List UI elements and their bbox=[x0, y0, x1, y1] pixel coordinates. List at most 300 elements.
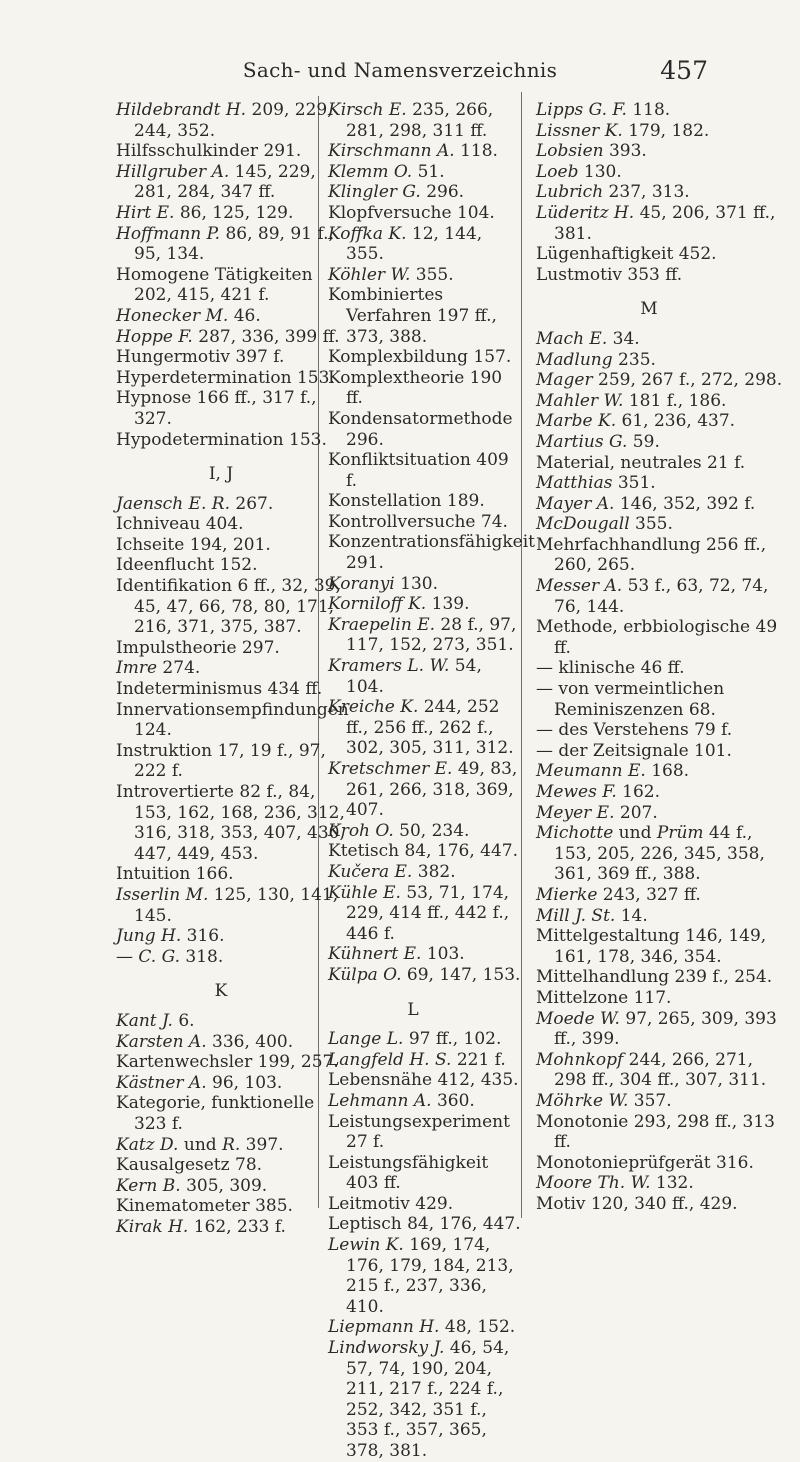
section-letter: L bbox=[407, 999, 419, 1020]
index-entry bbox=[328, 1317, 524, 1338]
entry-text: 145, 229, 281, 284, 347 ff. bbox=[134, 161, 316, 203]
author-name: Kroh O. bbox=[328, 820, 394, 841]
index-entry bbox=[328, 944, 524, 965]
index-entry bbox=[116, 162, 352, 203]
entry-text: Kondensatormethode 296. bbox=[328, 408, 513, 450]
author-name: Meyer E. bbox=[536, 802, 615, 823]
author-name: Lüderitz H. bbox=[536, 202, 635, 223]
author-name: Madlung bbox=[536, 349, 613, 370]
entry-text: 287, 336, 399 ff. bbox=[192, 326, 340, 347]
index-entry bbox=[116, 535, 352, 556]
author-name: Katz D. bbox=[116, 1134, 179, 1155]
entry-text: 132. bbox=[650, 1173, 694, 1194]
author-name: Kant J. bbox=[116, 1010, 173, 1031]
index-entry bbox=[328, 1194, 524, 1215]
index-entry bbox=[536, 162, 788, 183]
index-entry bbox=[536, 100, 788, 121]
author-name: Meumann E. bbox=[536, 761, 646, 782]
entry-text: Komplexbildung 157. bbox=[328, 347, 512, 368]
index-entry bbox=[328, 656, 524, 697]
entry-text: 54, 104. bbox=[346, 656, 482, 697]
entry-text: 61, 236, 437. bbox=[616, 411, 736, 432]
index-entry bbox=[536, 658, 788, 679]
author-name: Koffka K. bbox=[328, 223, 407, 244]
author-name: Mewes F. bbox=[536, 782, 617, 802]
index-column-2 bbox=[328, 100, 535, 1462]
index-entry bbox=[536, 1112, 788, 1153]
entry-text: 125, 130, 141, 145. bbox=[134, 884, 339, 926]
entry-text: Hilfsschulkinder 291. bbox=[116, 141, 302, 162]
author-name: Köhler W. bbox=[328, 264, 411, 285]
entry-text: 243, 327 ff. bbox=[597, 884, 701, 905]
entry-text: 336, 400. bbox=[206, 1031, 294, 1052]
index-entry bbox=[116, 555, 352, 576]
entry-text: 53, 71, 174, 229, 414 ff., 442 f., 446 f. bbox=[346, 882, 510, 944]
index-entry bbox=[536, 988, 788, 1009]
index-entry bbox=[536, 141, 788, 162]
entry-text: Ktetisch 84, 176, 447. bbox=[328, 841, 519, 862]
index-entry bbox=[328, 1070, 524, 1091]
index-entry bbox=[536, 720, 788, 741]
author-name: Matthias bbox=[536, 473, 613, 494]
author-name: Külpa O. bbox=[328, 964, 402, 985]
entry-text: Hungermotiv 397 f. bbox=[116, 347, 285, 368]
author-name: Mayer A. bbox=[536, 493, 615, 514]
author-name: Mohnkopf bbox=[536, 1049, 624, 1070]
index-entry bbox=[536, 885, 788, 906]
index-entry bbox=[536, 906, 788, 927]
author-name: Kühnert E. bbox=[328, 944, 422, 965]
page-header bbox=[0, 58, 800, 98]
index-entry bbox=[536, 432, 788, 453]
entry-text: Klopfversuche 104. bbox=[328, 202, 495, 223]
author-name: Kern B. bbox=[116, 1175, 181, 1196]
entry-text: 162. bbox=[616, 782, 661, 802]
entry-text: 130. bbox=[394, 573, 438, 594]
entry-text: 274. bbox=[157, 658, 201, 679]
index-entry bbox=[536, 244, 788, 265]
entry-text: 355. bbox=[629, 514, 673, 535]
author-name: Loeb bbox=[536, 161, 579, 182]
index-entry bbox=[328, 203, 524, 224]
author-name: Imre bbox=[116, 658, 158, 679]
author-name: Hirt E. bbox=[116, 202, 175, 223]
entry-text: Methode, erbbiologische 49 ff. bbox=[536, 617, 778, 658]
author-name: Jung H. bbox=[116, 926, 182, 947]
index-entry bbox=[536, 782, 788, 803]
index-entry bbox=[536, 617, 788, 658]
index-entry bbox=[328, 965, 524, 986]
entry-text: Hypnose 166 ff., 317 f., 327. bbox=[116, 388, 317, 429]
entry-text: Komplextheorie 190 ff. bbox=[328, 367, 503, 409]
index-entry bbox=[116, 388, 352, 429]
author-name: Kraepelin E. bbox=[328, 614, 436, 635]
entry-text: Konzentrationsfähigkeit 291. bbox=[328, 532, 535, 574]
entry-text: Kartenwechsler 199, 257. bbox=[116, 1052, 339, 1073]
index-entry bbox=[536, 411, 788, 432]
author-name: Hoppe F. bbox=[116, 326, 193, 347]
index-entry bbox=[536, 741, 788, 762]
index-entry bbox=[116, 1011, 352, 1032]
index-entry bbox=[328, 1029, 524, 1050]
entry-text: 316. bbox=[181, 926, 225, 947]
index-entry bbox=[328, 162, 524, 183]
index-entry bbox=[116, 327, 352, 348]
author-name: Isserlin M. bbox=[116, 884, 209, 905]
index-entry bbox=[116, 947, 352, 968]
entry-text: Mehrfachhandlung 256 ff., 260, 265. bbox=[536, 534, 767, 576]
index-entry bbox=[536, 370, 788, 391]
index-entry bbox=[328, 100, 524, 141]
entry-text: Konfliktsituation 409 f. bbox=[328, 450, 509, 491]
index-entry bbox=[328, 285, 524, 347]
entry-text: — von vermeintlichen Reminiszenzen 68. bbox=[536, 679, 725, 720]
author-name: Kirak H. bbox=[116, 1216, 189, 1237]
index-entry bbox=[116, 1217, 352, 1238]
entry-text: 146, 352, 392 f. bbox=[614, 493, 756, 514]
index-entry bbox=[536, 1050, 788, 1091]
index-entry bbox=[328, 141, 524, 162]
author-name: Mach E. bbox=[536, 328, 608, 349]
index-entry bbox=[116, 430, 352, 451]
index-entry bbox=[536, 265, 788, 286]
author-name: Lewin K. bbox=[328, 1235, 404, 1256]
entry-text: 86, 89, 91 f., 95, 134. bbox=[134, 223, 334, 265]
author-name: Kretschmer E. bbox=[328, 759, 453, 779]
author-name: — C. G. bbox=[116, 946, 180, 967]
author-name: Korniloff K. bbox=[328, 594, 427, 615]
entry-text: 49, 83, 261, 266, 318, 369, 407. bbox=[346, 759, 518, 821]
index-entry bbox=[116, 1135, 352, 1156]
entry-text: 48, 152. bbox=[439, 1317, 516, 1338]
entry-text: Motiv 120, 340 ff., 429. bbox=[536, 1193, 738, 1214]
entry-text: Ichniveau 404. bbox=[116, 514, 244, 535]
index-entry bbox=[116, 141, 352, 162]
author-name: McDougall bbox=[536, 514, 630, 535]
index-entry bbox=[116, 679, 352, 700]
author-name: Prüm bbox=[656, 823, 704, 844]
entry-text: 96, 103. bbox=[206, 1072, 283, 1093]
index-entry bbox=[116, 1176, 352, 1197]
index-entry bbox=[116, 638, 352, 659]
entry-text: 259, 267 f., 272, 298. bbox=[592, 370, 783, 391]
entry-text: 44 f., 153, 205, 226, 345, 358, 361, 369 ff., 388. bbox=[554, 823, 765, 885]
index-entry bbox=[328, 532, 535, 574]
author-name: Klemm O. bbox=[328, 161, 413, 182]
author-name: Lange L. bbox=[328, 1029, 404, 1050]
entry-text: 209, 229, 244, 352. bbox=[134, 100, 333, 141]
index-entry bbox=[116, 658, 352, 679]
entry-text: 397. bbox=[240, 1134, 284, 1155]
entry-text: Innervationsempfindungen 124. bbox=[116, 699, 349, 741]
section-letter: K bbox=[214, 981, 228, 1002]
index-entry bbox=[116, 1093, 352, 1134]
entry-text: Impulstheorie 297. bbox=[116, 637, 280, 658]
entry-text: 51. bbox=[412, 161, 445, 182]
entry-text: 86, 125, 129. bbox=[174, 202, 294, 223]
entry-text: 244, 266, 271, 298 ff., 304 ff., 307, 311. bbox=[554, 1049, 767, 1091]
index-entry bbox=[536, 1194, 788, 1215]
index-entry bbox=[116, 203, 352, 224]
index-entry bbox=[116, 494, 352, 515]
entry-text: Identifikation 6 ff., 32, 39, 45, 47, 66, 78, 80, 171, 216, 371, 375, 387. bbox=[116, 576, 341, 638]
entry-text: 244, 252 ff., 256 ff., 262 f., 302, 305, 311, 312. bbox=[346, 697, 514, 759]
entry-text: 179, 182. bbox=[622, 120, 710, 141]
entry-text: 14. bbox=[615, 905, 648, 926]
index-entry bbox=[536, 494, 788, 515]
index-entry bbox=[328, 265, 524, 286]
entry-text: Ichseite 194, 201. bbox=[116, 534, 271, 555]
entry-text: Kausalgesetz 78. bbox=[116, 1155, 263, 1176]
index-entry bbox=[536, 182, 788, 203]
entry-text: 207. bbox=[614, 802, 658, 823]
index-entry bbox=[536, 926, 788, 967]
index-entry bbox=[328, 883, 524, 945]
index-entry bbox=[536, 967, 788, 988]
author-name: R. bbox=[222, 1134, 241, 1155]
entry-text: 162, 233 f. bbox=[188, 1216, 286, 1237]
author-name: Moede W. bbox=[536, 1008, 620, 1029]
entry-text: 46, 54, 57, 74, 190, 204, 211, 217 f., 224 f., 252, 342, 351 f., 353 f., 357, 365, 378, 381. bbox=[346, 1338, 510, 1461]
index-entry bbox=[116, 100, 352, 141]
entry-text: Indeterminismus 434 ff. bbox=[116, 679, 323, 700]
index-entry bbox=[328, 1050, 524, 1071]
entry-text: 46. bbox=[228, 305, 261, 326]
index-entry bbox=[116, 1073, 352, 1094]
author-name: Kühle E. bbox=[328, 882, 401, 903]
entry-text: 12, 144, 355. bbox=[346, 223, 483, 265]
index-entry bbox=[328, 594, 524, 615]
index-entry bbox=[328, 347, 524, 368]
entry-text: Kategorie, funktionelle 323 f. bbox=[116, 1093, 315, 1134]
author-name: Messer A. bbox=[536, 576, 623, 597]
index-entry bbox=[536, 350, 788, 371]
entry-text: Leitmotiv 429. bbox=[328, 1193, 454, 1214]
index-entry bbox=[536, 121, 788, 142]
entry-text: Mittelhandlung 239 f., 254. bbox=[536, 967, 773, 988]
entry-text: 118. bbox=[626, 100, 671, 120]
index-entry bbox=[536, 514, 788, 535]
entry-text: Material, neutrales 21 f. bbox=[536, 452, 746, 473]
index-entry bbox=[328, 841, 524, 862]
index-entry bbox=[536, 453, 788, 474]
entry-text: Lustmotiv 353 ff. bbox=[536, 264, 683, 285]
entry-text: 360. bbox=[431, 1090, 475, 1111]
entry-text: — des Verstehens 79 f. bbox=[536, 720, 733, 741]
entry-text: Homogene Tätigkeiten 202, 415, 421 f. bbox=[116, 264, 313, 306]
entry-text: Ideenflucht 152. bbox=[116, 555, 258, 576]
entry-text: — der Zeitsignale 101. bbox=[536, 740, 732, 761]
author-name: Martius G. bbox=[536, 431, 628, 452]
author-name: Jaensch E. R. bbox=[116, 493, 230, 514]
entry-text: Leptisch 84, 176, 447. bbox=[328, 1214, 521, 1235]
entry-text: 59. bbox=[627, 431, 660, 452]
entry-text: 221 f. bbox=[451, 1049, 506, 1070]
entry-text: 50, 234. bbox=[393, 820, 470, 841]
entry-text: Hyperdetermination 153. bbox=[116, 367, 335, 388]
author-name: Michotte bbox=[536, 823, 614, 844]
entry-text: 305, 309. bbox=[180, 1175, 268, 1196]
index-entry bbox=[116, 864, 352, 885]
author-name: Mill J. St. bbox=[536, 905, 616, 926]
index-entry bbox=[328, 409, 524, 450]
index-entry bbox=[328, 224, 524, 265]
index-entry bbox=[116, 265, 352, 306]
author-name: Möhrke W. bbox=[536, 1090, 629, 1111]
index-entry bbox=[536, 803, 788, 824]
page-number: 457 bbox=[660, 56, 708, 85]
author-name: Moore Th. W. bbox=[536, 1173, 651, 1194]
author-name: Mager bbox=[536, 370, 593, 391]
entry-text: Leistungsfähigkeit 403 ff. bbox=[328, 1152, 489, 1194]
entry-text: 169, 174, 176, 179, 184, 213, 215 f., 237, 336, 410. bbox=[346, 1235, 514, 1317]
index-entry bbox=[116, 1155, 352, 1176]
index-entry bbox=[328, 512, 524, 533]
index-entry bbox=[116, 741, 352, 782]
index-entry bbox=[328, 1338, 524, 1462]
entry-text: Introvertierte 82 f., 84, 153, 162, 168, 236, 312, 316, 318, 353, 407, 430, 447, 449, 453. bbox=[116, 782, 345, 864]
entry-text: 118. bbox=[454, 141, 498, 162]
entry-text: 318. bbox=[180, 946, 224, 967]
entry-text: 235. bbox=[612, 349, 656, 370]
index-column-1 bbox=[116, 100, 352, 1237]
index-entry bbox=[328, 821, 524, 842]
author-name: Hillgruber A. bbox=[116, 161, 230, 182]
section-letter: I, J bbox=[208, 464, 234, 485]
index-entry bbox=[536, 576, 788, 617]
author-name: Honecker M. bbox=[116, 305, 229, 326]
author-name: Hildebrandt H. bbox=[116, 100, 247, 120]
author-name: Lobsien bbox=[536, 141, 604, 162]
index-entry bbox=[328, 491, 524, 512]
entry-text: Lügenhaftigkeit 452. bbox=[536, 244, 717, 265]
index-entry bbox=[328, 1214, 524, 1235]
entry-text: — klinische 46 ff. bbox=[536, 658, 685, 679]
author-name: Lubrich bbox=[536, 182, 604, 203]
index-entry bbox=[328, 574, 524, 595]
author-name: Lipps G. F. bbox=[536, 100, 627, 120]
entry-text: 28 f., 97, 117, 152, 273, 351. bbox=[346, 614, 517, 656]
entry-text: 393. bbox=[603, 141, 647, 162]
entry-text: 357. bbox=[628, 1090, 672, 1111]
author-name: Mahler W. bbox=[536, 390, 624, 411]
entry-text: 168. bbox=[645, 761, 690, 782]
entry-text: 34. bbox=[607, 328, 640, 349]
entry-text: 69, 147, 153. bbox=[401, 964, 521, 985]
entry-text: und bbox=[178, 1134, 223, 1155]
index-entry bbox=[536, 329, 788, 350]
index-entry bbox=[116, 514, 352, 535]
index-column-3 bbox=[536, 100, 788, 1214]
entry-text: 351. bbox=[612, 473, 656, 494]
index-entry bbox=[536, 1009, 788, 1050]
entry-text: Hypodetermination 153. bbox=[116, 429, 327, 450]
author-name: Kučera E. bbox=[328, 861, 413, 882]
entry-text: Kinematometer 385. bbox=[116, 1196, 293, 1217]
entry-text: 103. bbox=[421, 944, 465, 965]
index-entry bbox=[536, 1091, 788, 1112]
entry-text: Lebensnähe 412, 435. bbox=[328, 1070, 519, 1091]
index-entry bbox=[536, 535, 788, 576]
entry-text: Instruktion 17, 19 f., 97, 222 f. bbox=[116, 740, 326, 782]
index-entry bbox=[328, 368, 524, 409]
entry-text: 6. bbox=[172, 1010, 195, 1031]
index-entry bbox=[328, 759, 524, 821]
index-entry bbox=[116, 700, 352, 741]
entry-text: Mittelzone 117. bbox=[536, 987, 672, 1008]
running-title: Sach- und Namensverzeichnis bbox=[242, 58, 558, 82]
author-name: Kramers L. W. bbox=[328, 656, 450, 677]
index-entry bbox=[328, 697, 524, 759]
author-name: Koranyi bbox=[328, 573, 395, 594]
index-entry bbox=[328, 1153, 524, 1194]
author-name: Kirschmann A. bbox=[328, 141, 455, 162]
author-name: Liepmann H. bbox=[328, 1317, 440, 1338]
index-entry bbox=[536, 1153, 788, 1174]
entry-text: 382. bbox=[412, 861, 456, 882]
author-name: Klingler G. bbox=[328, 182, 421, 203]
index-entry bbox=[536, 823, 788, 885]
index-entry bbox=[536, 391, 788, 412]
index-entry bbox=[536, 761, 788, 782]
entry-text: Leistungsexperiment 27 f. bbox=[328, 1111, 510, 1153]
index-entry bbox=[536, 473, 788, 494]
entry-text: Konstellation 189. bbox=[328, 491, 485, 512]
index-entry bbox=[116, 347, 352, 368]
index-entry bbox=[328, 450, 524, 491]
entry-text: 296. bbox=[420, 182, 465, 203]
author-name: Lindworsky J. bbox=[328, 1338, 445, 1359]
index-entry bbox=[116, 782, 352, 864]
entry-text: 267. bbox=[229, 493, 274, 514]
author-name: Karsten A. bbox=[116, 1031, 207, 1052]
author-name: Kirsch E. bbox=[328, 100, 407, 120]
entry-text: 235, 266, 281, 298, 311 ff. bbox=[346, 100, 494, 141]
entry-text: Monotonie 293, 298 ff., 313 ff. bbox=[536, 1111, 775, 1153]
author-name: Kreiche K. bbox=[328, 697, 419, 718]
entry-text: Mittelgestaltung 146, 149, 161, 178, 346, 354. bbox=[536, 926, 767, 967]
entry-text: 53 f., 63, 72, 74, 76, 144. bbox=[554, 576, 769, 617]
entry-text: Kombiniertes Verfahren 197 ff., 373, 388. bbox=[328, 285, 497, 347]
index-entry bbox=[116, 576, 352, 638]
index-entry bbox=[116, 885, 352, 926]
index-entry bbox=[328, 1112, 524, 1153]
author-name: Kästner A. bbox=[116, 1072, 207, 1093]
index-entry bbox=[328, 182, 524, 203]
entry-text: 139. bbox=[426, 594, 470, 615]
index-entry bbox=[116, 1196, 352, 1217]
entry-text: Kontrollversuche 74. bbox=[328, 511, 508, 532]
index-entry bbox=[328, 1091, 524, 1112]
index-entry bbox=[328, 615, 524, 656]
author-name: Marbe K. bbox=[536, 411, 617, 432]
entry-text: 45, 206, 371 ff., 381. bbox=[554, 202, 776, 244]
entry-text: 355. bbox=[410, 264, 454, 285]
index-entry bbox=[328, 862, 524, 883]
entry-text: 130. bbox=[578, 161, 622, 182]
author-name: Lehmann A. bbox=[328, 1090, 432, 1111]
index-entry bbox=[536, 203, 788, 244]
index-entry bbox=[536, 1173, 788, 1194]
index-entry bbox=[536, 679, 788, 720]
section-letter: M bbox=[640, 299, 658, 320]
entry-text: 97 ff., 102. bbox=[403, 1029, 502, 1050]
index-entry bbox=[116, 306, 352, 327]
index-entry bbox=[116, 1032, 352, 1053]
author-name: Lissner K. bbox=[536, 120, 623, 141]
author-name: Mierke bbox=[536, 884, 598, 905]
index-entry bbox=[116, 1052, 352, 1073]
